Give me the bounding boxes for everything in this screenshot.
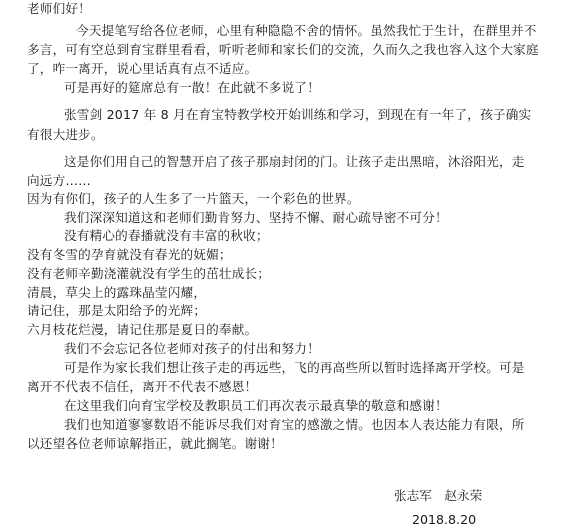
poem-line: 没有老师辛勤浇灌就没有学生的茁壮成长；	[27, 266, 271, 281]
poem-line: 没有冬雪的孕育就没有春光的妩媚；	[27, 247, 232, 262]
paragraph-line: 可是作为家长我们想让孩子走的再远些，飞的再高些所以暂时选择离开学校。可是	[64, 360, 525, 375]
paragraph-line: 因为有你们，孩子的人生多了一片篮天，一个彩色的世界。	[27, 191, 360, 206]
signature-names: 张志军 赵永荣	[394, 488, 483, 503]
paragraph-line: 今天提笔写给各位老师，心里有种隐隐不舍的情怀。虽然我忙于生计，在群里并不	[76, 23, 537, 38]
paragraph-line: 了，咋一离开，说心里话真有点不适应。	[27, 61, 258, 76]
paragraph-line: 多言，可有空总到育宝群里看看，听听老师和家长们的交流，久而久之我也容入这个大家庭	[27, 42, 539, 57]
paragraph-line: 向远方……	[27, 173, 91, 188]
poem-line: 请记住，那是太阳给予的光辉；	[27, 303, 207, 318]
paragraph-line: 我们也知道寥寥数语不能诉尽我们对育宝的感激之情。也因本人表达能力有限，所	[64, 417, 525, 432]
letter-greeting: 老师们好！	[27, 1, 91, 16]
paragraph-line: 离开不代表不信任，离开不代表不感恩！	[27, 379, 258, 394]
paragraph-line: 没有精心的春播就没有丰富的秋收；	[64, 228, 269, 243]
paragraph-line: 以还望各位老师谅解指正，就此搁笔。谢谢！	[27, 436, 283, 451]
paragraph-line: 这是你们用自己的智慧开启了孩子那扇封闭的门。让孩子走出黑暗，沐浴阳光，走	[64, 154, 525, 169]
paragraph-line: 张雪剑 2017 年 8 月在育宝特教学校开始训练和学习，到现在有一年了，孩子确实	[64, 107, 532, 122]
paragraph-line: 有很大进步。	[27, 127, 104, 142]
paragraph-line: 可是再好的筵席总有一散！在此就不多说了！	[64, 80, 320, 95]
poem-line: 清晨，草尖上的露珠晶莹闪耀，	[27, 285, 207, 300]
poem-line: 六月枝花烂漫，请记住那是夏日的奉献。	[27, 322, 258, 337]
paragraph-line: 我们深深知道这和老师们勤肯努力、坚持不懈、耐心疏导密不可分！	[64, 210, 448, 225]
signature-date: 2018.8.20	[412, 512, 477, 527]
paragraph-line: 我们不会忘记各位老师对孩子的付出和努力！	[64, 341, 320, 356]
paragraph-line: 在这里我们向育宝学校及教职员工们再次表示最真挚的敬意和感谢！	[64, 398, 448, 413]
